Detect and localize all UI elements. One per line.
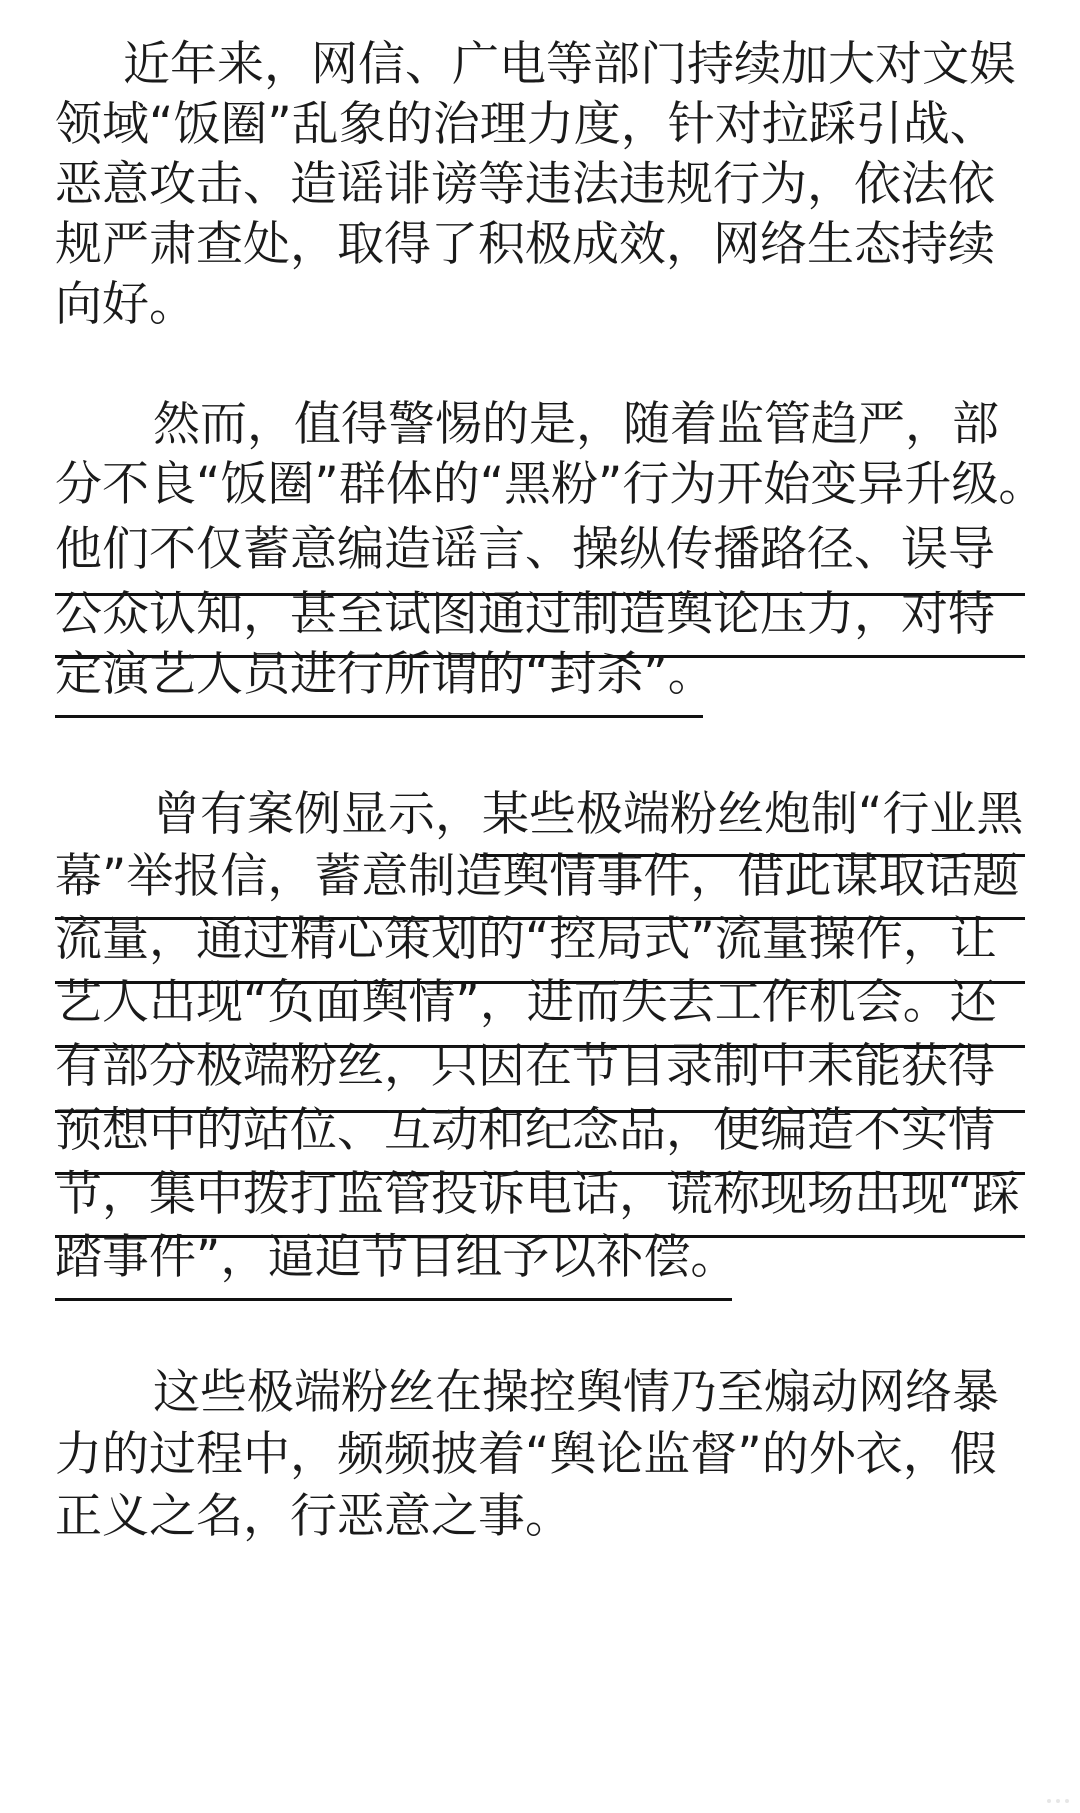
- paragraph-3-line-4: 艺人出现“负面舆情”，进而失去工作机会。还: [55, 975, 997, 1030]
- paragraph-3-line-1: 曾有案例显示，某些极端粉丝炮制“行业黑: [153, 787, 1024, 842]
- paragraph-4-line-3: 正义之名，行恶意之事。: [55, 1489, 572, 1544]
- paragraph-3-line-3: 流量，通过精心策划的“控局式”流量操作，让: [55, 912, 997, 967]
- dots-watermark-icon: [1044, 1793, 1072, 1809]
- paragraph-3-line-6: 预想中的站位、互动和纪念品，便编造不实情: [55, 1103, 995, 1158]
- paragraph-1-line-2: 领域“饭圈”乱象的治理力度，针对拉踩引战、: [55, 97, 997, 152]
- paragraph-2-line-1: 然而，值得警惕的是，随着监管趋严，部: [153, 397, 999, 452]
- paragraph-3-line-7: 节，集中拨打监管投诉电话，谎称现场出现“踩: [55, 1167, 1020, 1222]
- paragraph-4-line-1: 这些极端粉丝在操控舆情乃至煽动网络暴: [153, 1365, 999, 1420]
- paragraph-4-line-2: 力的过程中，频频披着“舆论监督”的外衣，假: [55, 1427, 997, 1482]
- paragraph-2-line-3: 他们不仅蓄意编造谣言、操纵传播路径、误导: [55, 522, 995, 577]
- paragraph-1-line-1: 近年来，网信、广电等部门持续加大对文娱: [123, 37, 1016, 92]
- paragraph-3-line-2: 幕”举报信，蓄意制造舆情事件，借此谋取话题: [55, 849, 1020, 904]
- paragraph-1-line-5: 向好。: [55, 277, 196, 332]
- paragraph-1-line-3: 恶意攻击、造谣诽谤等违法违规行为，依法依: [55, 157, 995, 212]
- underline-p3-l8: [55, 1298, 732, 1301]
- paragraph-3-line-8: 踏事件”，逼迫节目组予以补偿。: [55, 1230, 738, 1285]
- paragraph-2-line-4: 公众认知，甚至试图通过制造舆论压力，对特: [55, 587, 995, 642]
- paragraph-1-line-4: 规严肃查处，取得了积极成效，网络生态持续: [55, 217, 995, 272]
- underline-p2-l5: [55, 715, 703, 718]
- paragraph-2-line-5: 定演艺人员进行所谓的“封杀”。: [55, 647, 715, 702]
- paragraph-3-line-5: 有部分极端粉丝，只因在节目录制中未能获得: [55, 1039, 995, 1094]
- paragraph-2-line-2: 分不良“饭圈”群体的“黑粉”行为开始变异升级。: [55, 457, 1046, 512]
